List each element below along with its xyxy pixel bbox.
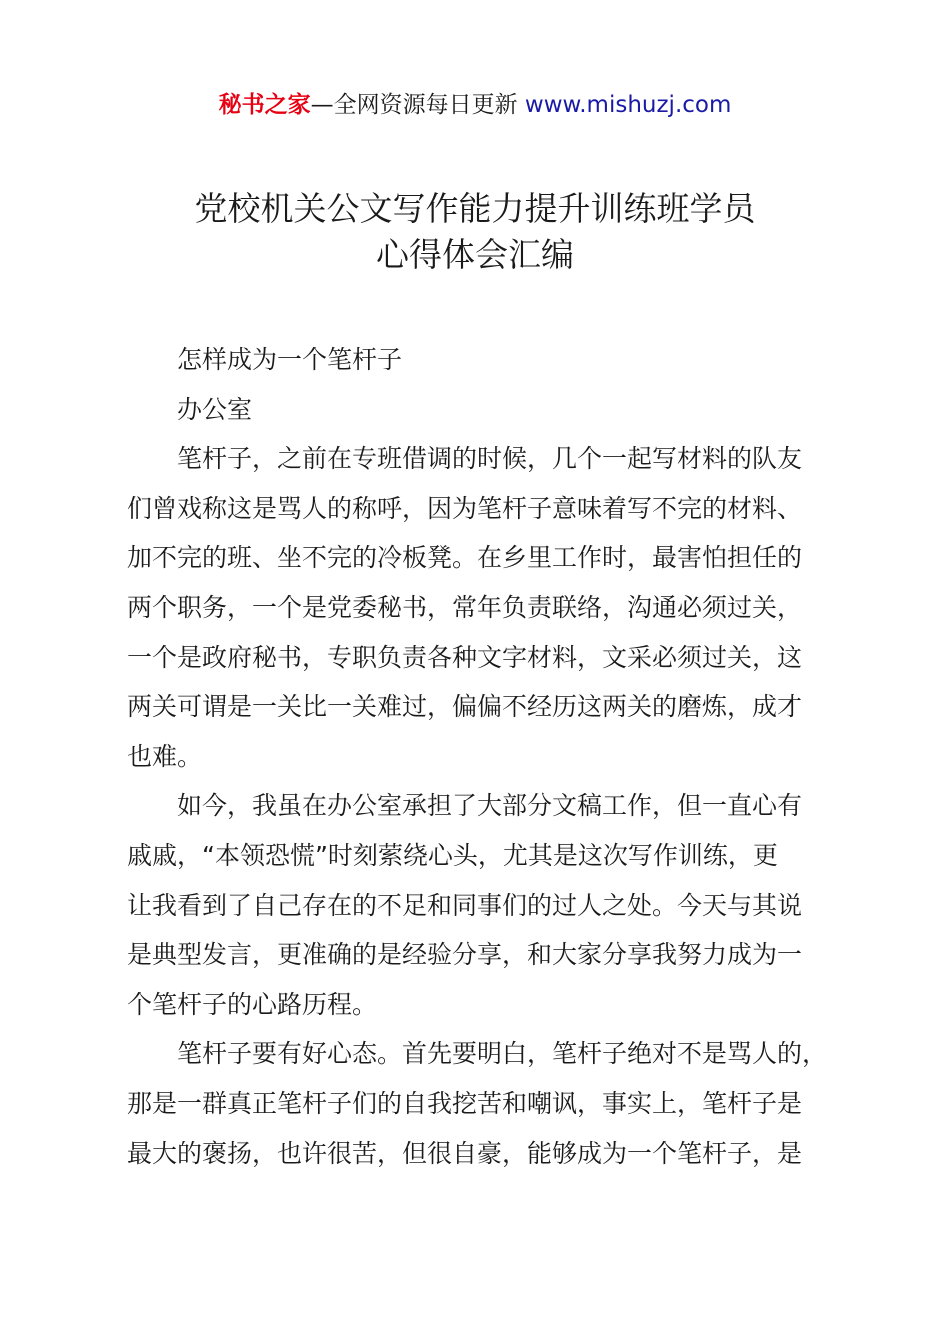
site-url-link[interactable]: www.mishuzj.com: [524, 92, 732, 118]
text-line: 一个是政府秘书，专职负责各种文字材料，文采必须过关，这: [127, 642, 803, 672]
document-body: [127, 335, 833, 1178]
article-subtitle: 怎样成为一个笔杆子: [177, 345, 403, 374]
text-line: 戚戚，“本领恐慌”时刻萦绕心头，尤其是这次写作训练，更: [127, 840, 778, 870]
site-header: [0, 88, 950, 122]
text-line: 加不完的班、坐不完的冷板凳。在乡里工作时，最害怕担任的: [127, 543, 803, 573]
title-line-1: 党校机关公文写作能力提升训练班学员: [194, 189, 756, 228]
text-line: 如今，我虽在办公室承担了大部分文稿工作，但一直心有: [177, 791, 803, 821]
title-line-2: 心得体会汇编: [376, 235, 574, 274]
text-line: 个笔杆子的心路历程。: [127, 989, 378, 1019]
text-line: 两个职务，一个是党委秘书，常年负责联络，沟通必须过关，: [127, 592, 803, 622]
header-slogan: —全网资源每日更新: [310, 92, 518, 118]
text-line: 们曾戏称这是骂人的称呼，因为笔杆子意味着写不完的材料、: [127, 493, 803, 523]
article-author: 办公室: [177, 394, 253, 424]
brand-name: 秘书之家: [218, 92, 311, 118]
text-line: 是典型发言，更准确的是经验分享，和大家分享我努力成为一: [127, 940, 803, 970]
paragraph-3: [127, 1029, 833, 1178]
text-line: 让我看到了自己存在的不足和同事们的过人之处。今天与其说: [127, 890, 803, 920]
text-line: 最大的褒扬，也许很苦，但很自豪，能够成为一个笔杆子，是: [127, 1138, 803, 1168]
document-title: [0, 186, 950, 278]
text-line: 笔杆子要有好心态。首先要明白，笔杆子绝对不是骂人的，: [177, 1039, 828, 1069]
text-line: 笔杆子，之前在专班借调的时候，几个一起写材料的队友: [177, 444, 803, 474]
text-line: 也难。: [127, 741, 203, 771]
text-line: 两关可谓是一关比一关难过，偏偏不经历这两关的磨炼，成才: [127, 692, 803, 722]
text-line: 那是一群真正笔杆子们的自我挖苦和嘲讽，事实上，笔杆子是: [127, 1088, 803, 1118]
paragraph-2: [127, 781, 833, 1029]
paragraph-1: [127, 434, 833, 781]
